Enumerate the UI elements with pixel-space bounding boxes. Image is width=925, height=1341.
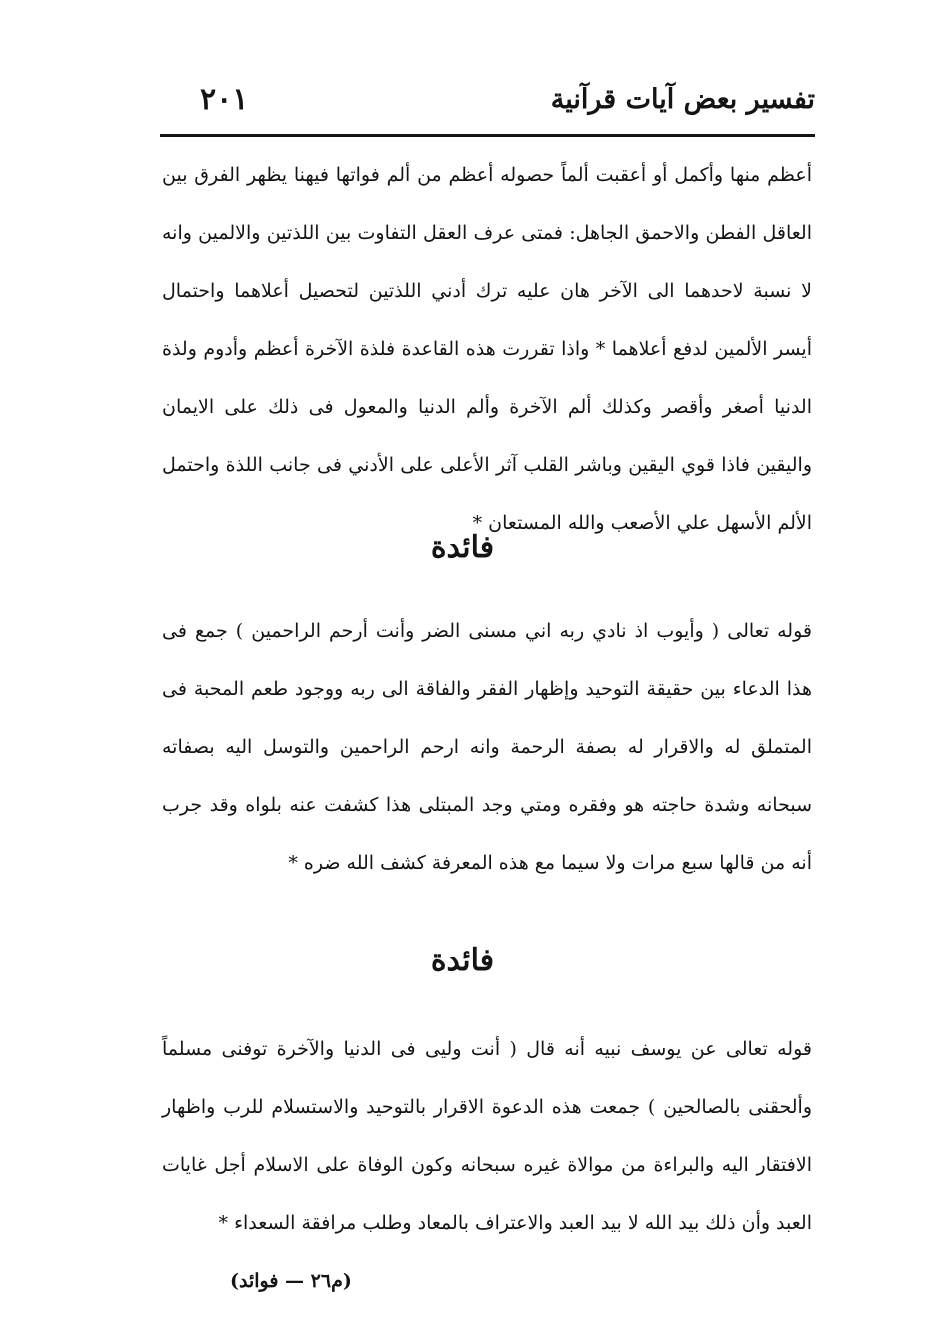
running-title: تفسير بعض آيات قرآنية xyxy=(550,84,815,115)
header-rule xyxy=(160,134,815,137)
page-header xyxy=(160,78,815,134)
paragraph-3: قوله تعالى عن يوسف نبيه أنه قال ( أنت وليى فى الدنيا والآخرة توفنى مسلماً وألحقنى بالصالحين ) جمعت هذه الدعوة الاقرار بالتوحيد والاستسلام للرب واظهار الافتقار اليه والبراءة من موالاة غيره سبحانه وكون الوفاة على الاسلام أجل غايات العبد وأن ذلك بيد الله لا بيد العبد والاعتراف بالمعاد وطلب مرافقة السعداء * xyxy=(162,1038,812,1234)
footer-signature: (م٢٦ — فوائد) xyxy=(230,1270,352,1292)
section-heading-2: فائدة xyxy=(430,943,495,978)
paragraph-2: قوله تعالى ( وأيوب اذ نادي ربه اني مسنى الضر وأنت أرحم الراحمين ) جمع فى هذا الدعاء بين حقيقة التوحيد وإظهار الفقر والفاقة الى ربه ووجود طعم المحبة فى المتملق له والاقرار له بصفة الرحمة وانه ارحم الراحمين والتوسل اليه بصفاته سبحانه وشدة حاجته هو وفقره ومتي وجد المبتلى هذا كشفت عنه بلواه وقد جرب أنه من قالها سبع مرات ولا سيما مع هذه المعرفة كشف الله ضره * xyxy=(162,620,812,874)
page-number: ٢٠١ xyxy=(200,82,249,117)
section-heading-1: فائدة xyxy=(430,530,495,565)
paragraph-1: أعظم منها وأكمل أو أعقبت ألماً حصوله أعظم من ألم فواتها فيهنا يظهر الفرق بين العاقل الفطن والاحمق الجاهل: فمتى عرف العقل التفاوت بين اللذتين والالمين وانه لا نسبة لاحدهما الى الآخر هان عليه ترك أدني اللذتين لتحصيل أعلاهما واحتمال أيسر الألمين لدفع أعلاهما * واذا تقررت هذه القاعدة فلذة الآخرة أعظم وأدوم ولذة الدنيا أصغر وأقصر وكذلك ألم الآخرة وألم الدنيا والمعول فى ذلك على الايمان واليقين فاذا قوي اليقين وباشر القلب آثر الأعلى على الأدني فى جانب اللذة واحتمل الألم الأسهل علي الأصعب والله المستعان * xyxy=(162,164,812,534)
